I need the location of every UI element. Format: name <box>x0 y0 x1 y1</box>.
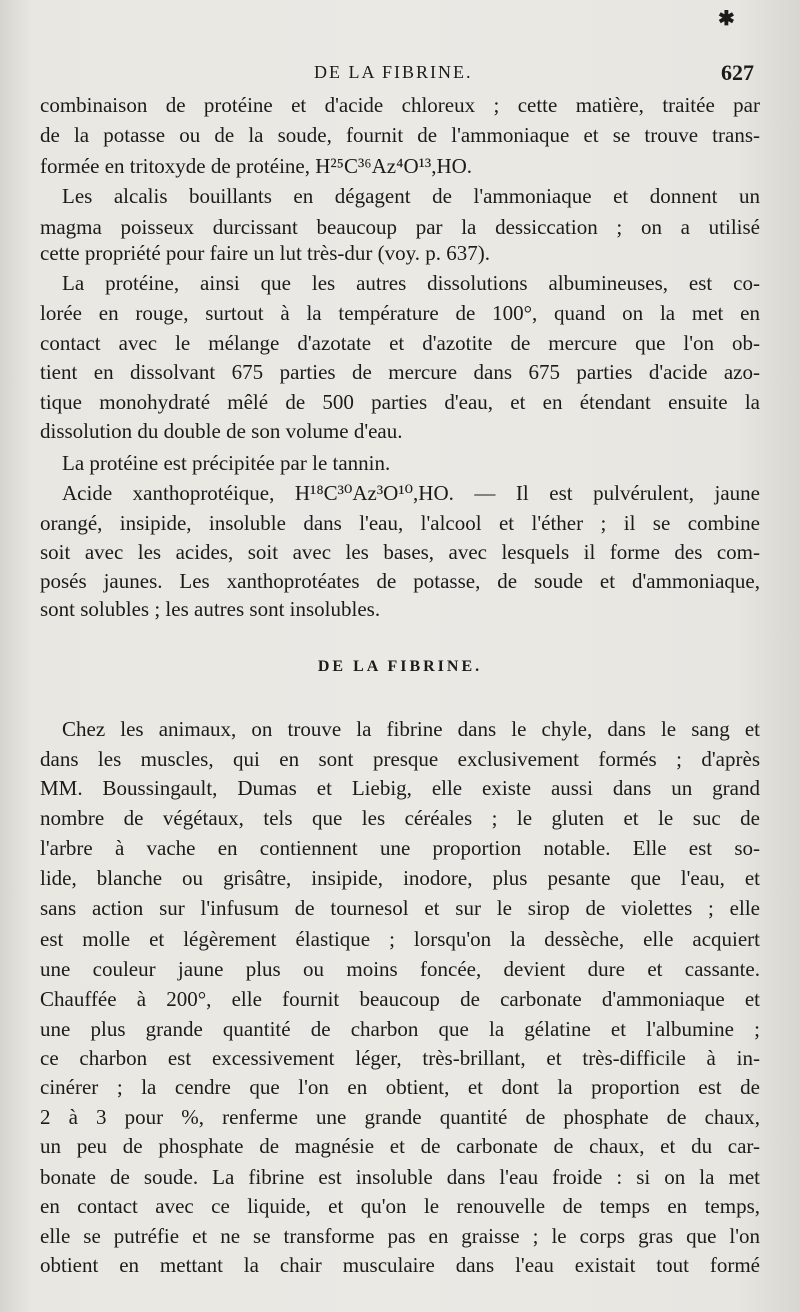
text-line: posés jaunes. Les xanthoprotéates de potasse, de soude et d'ammoniaque, <box>40 569 760 593</box>
text-line: sont solubles ; les autres sont insolubles. <box>40 597 381 621</box>
running-title: DE LA FIBRINE. <box>314 62 473 82</box>
page-corner-mark: ✱ <box>718 8 735 30</box>
text-line: cette propriété pour faire un lut très-dur (voy. p. 637). <box>40 241 490 265</box>
text-line: de la potasse ou de la soude, fournit de l'ammoniaque et se trouve trans- <box>40 123 760 147</box>
text-line: soit avec les acides, soit avec les bases, avec lesquels il forme des com- <box>40 540 760 564</box>
text-line: lide, blanche ou grisâtre, insipide, inodore, plus pesante que l'eau, et <box>40 866 760 890</box>
text-line: bonate de soude. La fibrine est insoluble dans l'eau froide : si on la met <box>40 1165 760 1189</box>
text-line: La protéine, ainsi que les autres dissolutions albumineuses, est co- <box>62 271 760 295</box>
text-line: un peu de phosphate de magnésie et de carbonate de chaux, et du car- <box>40 1134 760 1158</box>
section-title: DE LA FIBRINE. <box>317 658 483 675</box>
text-line: dissolution du double de son volume d'eau. <box>40 419 403 443</box>
text-line: l'arbre à vache en contiennent une proportion notable. Elle est so- <box>40 836 760 860</box>
text-line: Chauffée à 200°, elle fournit beaucoup de carbonate d'ammoniaque et <box>40 987 760 1011</box>
text-line: elle se putréfie et ne se transforme pas en graisse ; le corps gras que l'on <box>40 1224 760 1248</box>
text-line: La protéine est précipitée par le tannin. <box>62 451 391 475</box>
text-line: contact avec le mélange d'azotate et d'azotite de mercure que l'on ob- <box>40 331 760 355</box>
text-line: sans action sur l'infusum de tournesol et sur le sirop de violettes ; elle <box>40 896 760 920</box>
text-line: formée en tritoxyde de protéine, H²⁵C³⁶Az⁴O¹³,HO. <box>40 154 473 178</box>
text-line: tique monohydraté mêlé de 500 parties d'eau, et en étendant ensuite la <box>40 390 760 414</box>
text-line: lorée en rouge, surtout à la température de 100°, quand on la met en <box>40 301 760 325</box>
text-line: ce charbon est excessivement léger, très-brillant, et très-difficile à in- <box>40 1046 760 1070</box>
text-line: tient en dissolvant 675 parties de mercure dans 675 parties d'acide azo- <box>40 360 760 384</box>
text-line: dans les muscles, qui en sont presque exclusivement formés ; d'après <box>40 747 760 771</box>
text-line: Les alcalis bouillants en dégagent de l'ammoniaque et donnent un <box>62 184 760 208</box>
text-line: Acide xanthoprotéique, H¹⁸C³⁰Az³O¹⁰,HO. — Il est pulvérulent, jaune <box>62 481 760 505</box>
text-line: 2 à 3 pour %, renferme une grande quantité de phosphate de chaux, <box>40 1105 760 1129</box>
running-head <box>0 62 800 88</box>
text-line: nombre de végétaux, tels que les céréales ; le gluten et le suc de <box>40 806 760 830</box>
text-line: MM. Boussingault, Dumas et Liebig, elle existe aussi dans un grand <box>40 776 760 800</box>
text-line: combinaison de protéine et d'acide chloreux ; cette matière, traitée par <box>40 93 760 117</box>
text-line: magma poisseux durcissant beaucoup par la dessiccation ; on a utilisé <box>40 215 760 239</box>
text-line: obtient en mettant la chair musculaire dans l'eau existait tout formé <box>40 1253 760 1277</box>
page-number: 627 <box>721 60 754 85</box>
text-line: est molle et légèrement élastique ; lorsqu'on la dessèche, elle acquiert <box>40 927 760 951</box>
text-line: Chez les animaux, on trouve la fibrine dans le chyle, dans le sang et <box>62 717 760 741</box>
text-line: orangé, insipide, insoluble dans l'eau, l'alcool et l'éther ; il se combine <box>40 511 760 535</box>
text-line: en contact avec ce liquide, et qu'on le renouvelle de temps en temps, <box>40 1194 760 1218</box>
text-line: une couleur jaune plus ou moins foncée, devient dure et cassante. <box>40 957 760 981</box>
text-line: cinérer ; la cendre que l'on en obtient, et dont la proportion est de <box>40 1075 760 1099</box>
text-line: une plus grande quantité de charbon que la gélatine et l'albumine ; <box>40 1017 760 1041</box>
